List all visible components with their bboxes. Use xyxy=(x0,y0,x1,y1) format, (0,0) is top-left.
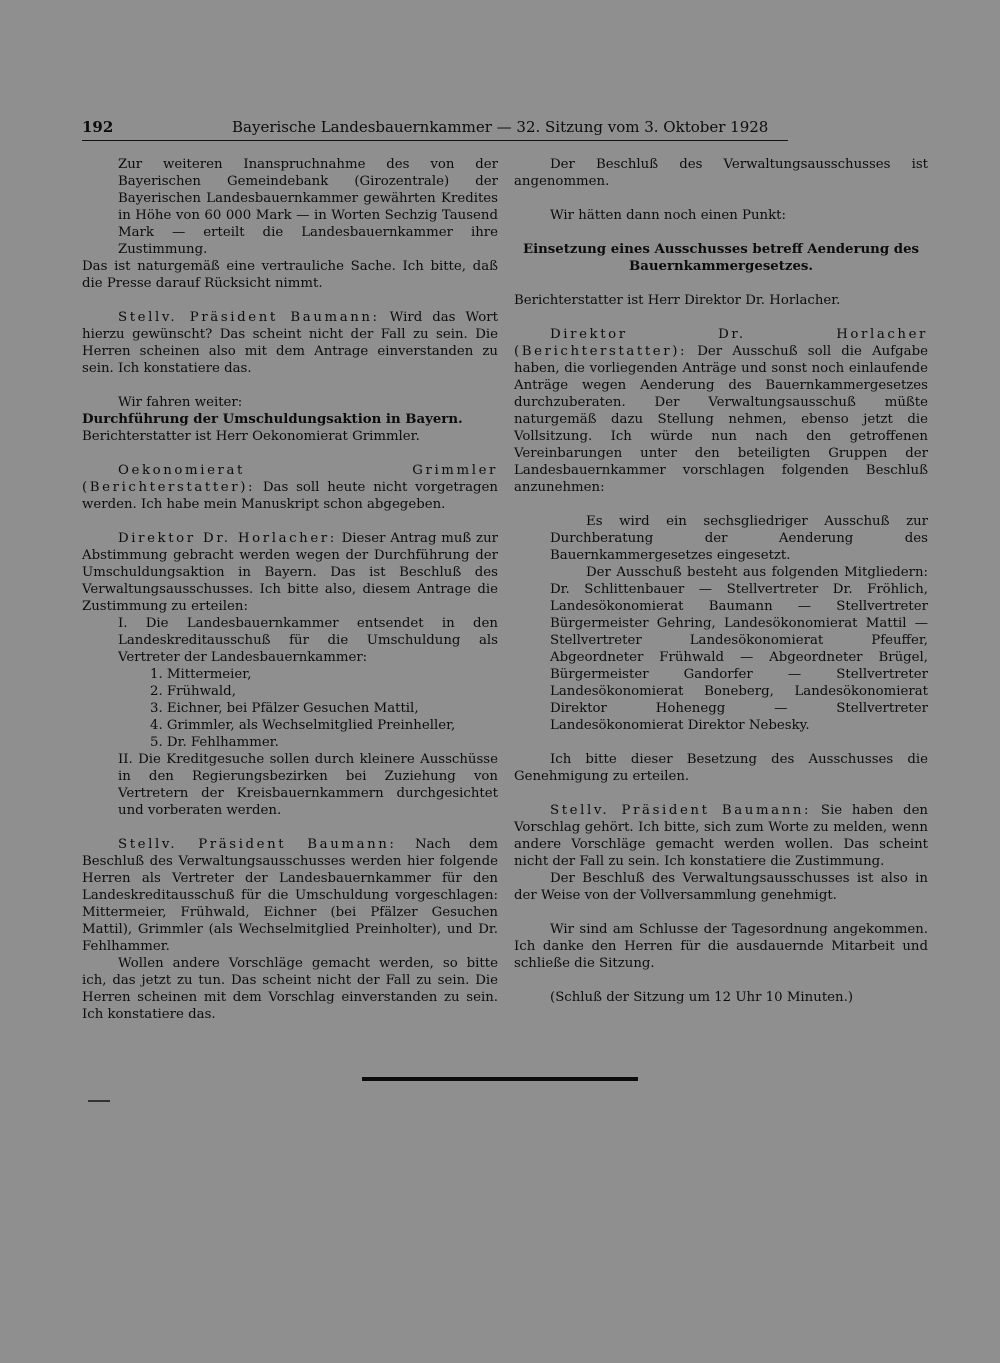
paragraph: Wollen andere Vorschläge gemacht werden, so bitte ich, das jetzt zu tun. Das scheint nicht der Fall zu sein. Die Herren scheinen mit dem Vorschlag einverstanden zu sein. Ich konstatiere das. xyxy=(82,956,498,1022)
paragraph: Berichterstatter ist Herr Direktor Dr. Horlacher. xyxy=(514,293,841,308)
paragraph: Der Beschluß des Verwaltungsausschusses ist also in der Weise von der Vollversammlung genehmigt. xyxy=(514,871,928,903)
speech-paragraph xyxy=(514,326,928,496)
speech-text: Dieser Antrag muß zur Abstimmung gebracht werden wegen der Durchführung der Umschuldungsaktion in Bayern. Das ist Beschluß des Verwaltungsausschusses. Ich bitte also, diesem Antrage die Zustimmung zu erteilen: xyxy=(82,531,498,614)
running-header xyxy=(82,118,788,141)
speech-text: Nach dem Beschluß des Verwaltungsausschusses werden hier folgende Herren als Vertreter der Landesbauernkammer für den Landeskreditausschuß für die Umschuldung vorgeschlagen: Mittermeier, Frühwald, Eichner (bei Pfälzer Gesuchen Mattil), Grimmler (als Wechselmitglied Preinholter), und Dr. Fehlhammer. xyxy=(82,837,499,954)
list-item: 1. Mittermeier, xyxy=(150,667,252,682)
paragraph: Berichterstatter ist Herr Oekonomierat Grimmler. xyxy=(82,429,420,444)
list-item: 3. Eichner, bei Pfälzer Gesuchen Mattil, xyxy=(150,701,419,716)
quoted-resolution: Es wird ein sechsgliedriger Ausschuß zur Durchberatung der Aenderung des Bauernkammergesetzes eingesetzt. xyxy=(550,514,928,563)
paragraph: Ich bitte dieser Besetzung des Ausschusses die Genehmigung zu erteilen. xyxy=(514,752,928,784)
paragraph: Wir sind am Schlusse der Tagesordnung angekommen. Ich danke den Herren für die ausdauernde Mitarbeit und schließe die Sitzung. xyxy=(514,922,928,971)
print-smudge xyxy=(88,1100,110,1102)
speech-paragraph xyxy=(514,802,928,870)
resolution-item: II. Die Kreditgesuche sollen durch kleinere Ausschüsse in den Regierungsbezirken bei Zuziehung von Vertretern der Kreisbauernkammern durchgesichtet und vorberaten werden. xyxy=(118,752,498,818)
speech-paragraph xyxy=(82,836,498,955)
closing-note: (Schluß der Sitzung um 12 Uhr 10 Minuten.) xyxy=(550,990,854,1005)
paragraph: Das ist naturgemäß eine vertrauliche Sache. Ich bitte, daß die Presse darauf Rücksicht nimmt. xyxy=(82,259,498,291)
page-number: 192 xyxy=(82,118,114,136)
left-column xyxy=(82,156,498,1023)
resolution-item: I. Die Landesbauernkammer entsendet in den Landeskreditausschuß für die Umschuldung als Vertreter der Landesbauernkammer: xyxy=(118,616,498,665)
speech-text: Sie haben den Vorschlag gehört. Ich bitte, sich zum Worte zu melden, wenn andere Vorschläge gemacht werden wollen. Das scheint nicht der Fall zu sein. Ich konstatiere die Zustimmung. xyxy=(514,803,928,869)
paragraph: Der Beschluß des Verwaltungsausschusses ist angenommen. xyxy=(514,157,928,189)
speech-paragraph xyxy=(82,309,498,377)
agenda-item-heading: Durchführung der Umschuldungsaktion in Bayern. xyxy=(82,412,463,427)
speech-paragraph xyxy=(82,530,498,615)
header-title: Bayerische Landesbauernkammer — 32. Sitzung vom 3. Oktober 1928 xyxy=(232,118,769,136)
speaker-name: Stellv. Präsident Baumann: xyxy=(118,837,397,852)
speaker-name: Direktor Dr. Horlacher: xyxy=(118,531,337,546)
list-item: 4. Grimmler, als Wechselmitglied Preinheller, xyxy=(150,718,456,733)
speaker-name: Stellv. Präsident Baumann: xyxy=(118,310,380,325)
resolution-text: Zur weiteren Inanspruchnahme des von der Bayerischen Gemeindebank (Girozentrale) der Bayerischen Landesbauernkammer gewährten Kredites in Höhe von 60 000 Mark — in Worten Sechzig Tausend Mark — erteilt die Landesbauernkammer ihre Zustimmung. xyxy=(118,157,498,257)
paragraph: Wir fahren weiter: xyxy=(118,395,243,410)
list-item: 2. Frühwald, xyxy=(150,684,236,699)
speaker-name: Oekonomierat Grimmler (Berichterstatter): xyxy=(82,463,498,495)
speech-text: Wird das Wort hierzu gewünscht? Das scheint nicht der Fall zu sein. Die Herren scheinen also mit dem Antrage einverstanden zu sein. Ich konstatiere das. xyxy=(82,310,498,376)
speech-text: Das soll heute nicht vorgetragen werden. Ich habe mein Manuskript schon abgegeben. xyxy=(82,480,498,512)
speaker-name: Stellv. Präsident Baumann: xyxy=(550,803,812,818)
speech-text: Der Ausschuß soll die Aufgabe haben, die vorliegenden Anträge und sonst noch einlaufende Anträge wegen Aenderung des Bauernkammergesetzes durchzuberaten. Der Verwaltungsausschuß müßte naturgemäß dazu Stellung nehmen, ebenso jetzt die Vollsitzung. Ich würde nun nach den getroffenen Vereinbarungen unter den beteiligten Gruppen der Landesbauernkammer vorschlagen folgenden Beschluß anzunehmen: xyxy=(514,344,928,495)
agenda-item-heading: Einsetzung eines Ausschusses betreff Aenderung des Bauernkammergesetzes. xyxy=(522,242,920,274)
list-item: 5. Dr. Fehlhammer. xyxy=(150,735,279,750)
quoted-resolution: Der Ausschuß besteht aus folgenden Mitgliedern: Dr. Schlittenbauer — Stellvertreter Dr. Fröhlich, Landesökonomierat Baumann — Stellvertreter Bürgermeister Gehring, Landesökonomierat Mattil — Stellvertreter Landesökonomierat Pfeuffer, Abgeordneter Frühwald — Abgeordneter Brügel, Bürgermeister Gandorfer — Stellvertreter Landesökonomierat Boneberg, Landesökonomierat Direktor Hohenegg — Stellvertreter Landesökonomierat Direktor Nebesky. xyxy=(550,565,928,733)
end-rule xyxy=(362,1077,638,1081)
paragraph: Wir hätten dann noch einen Punkt: xyxy=(550,208,787,223)
speech-paragraph xyxy=(82,462,498,513)
right-column xyxy=(514,156,928,1006)
speaker-name: Direktor Dr. Horlacher (Berichterstatter): xyxy=(514,327,928,359)
